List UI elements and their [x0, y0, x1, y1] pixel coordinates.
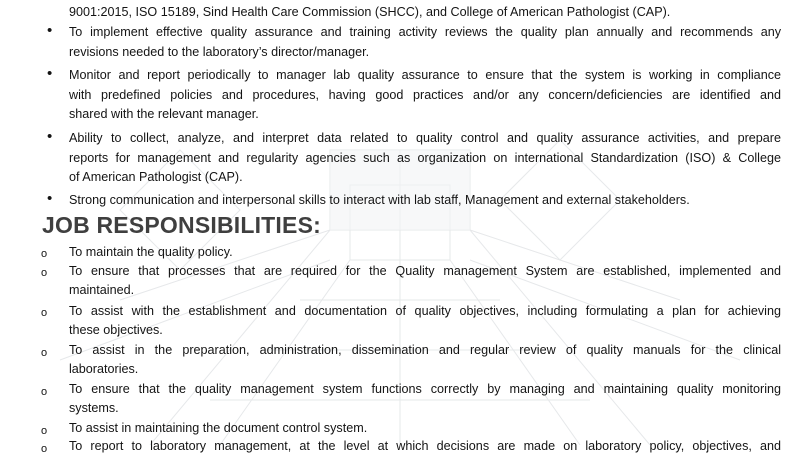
list-item-text: reports for management and regularity agencies such as organization on international Standardization (ISO) & College [69, 151, 781, 165]
bullet-icon: • [47, 128, 53, 145]
circle-bullet-icon: o [41, 267, 48, 279]
bullet-icon: • [47, 190, 53, 207]
list-item-text: To report to laboratory management, at the level at which decisions are made on laboratory policy, objectives, and [69, 439, 781, 453]
circle-bullet-icon: o [41, 386, 48, 398]
list-item-text: To implement effective quality assurance and training activity reviews the quality plan annually and recommends any [69, 25, 781, 39]
list-item-text: 9001:2015, ISO 15189, Sind Health Care Commission (SHCC), and College of American Pathologist (CAP). [69, 5, 671, 19]
list-item-text: of American Pathologist (CAP). [69, 170, 243, 184]
list-item-text: To assist in maintaining the document control system. [69, 421, 368, 435]
list-item-text: To ensure that the quality management system functions correctly by managing and maintaining quality monitoring [69, 382, 781, 396]
section-heading: JOB RESPONSIBILITIES: [42, 212, 321, 238]
list-item-text: Strong communication and interpersonal skills to interact with lab staff, Management and external stakeholders. [69, 193, 690, 207]
list-item-text: with predefined policies and procedures, having good practices and/or any concern/deficiencies are identified and [69, 88, 781, 102]
list-item-text: maintained. [69, 283, 135, 297]
circle-bullet-icon: o [41, 443, 48, 455]
circle-bullet-icon: o [41, 425, 48, 437]
circle-bullet-icon: o [41, 347, 48, 359]
list-item-text: Ability to collect, analyze, and interpret data related to quality control and quality assurance activities, and prepare [69, 131, 781, 145]
list-item-text: To ensure that processes that are required for the Quality management System are established, implemented and [69, 264, 781, 278]
circle-bullet-icon: o [41, 307, 48, 319]
bullet-icon: • [47, 22, 53, 39]
list-item-text: To assist in the preparation, administration, dissemination and regular review of quality manuals for the clinical [69, 343, 781, 357]
list-item-text: revisions needed to the laboratory’s director/manager. [69, 45, 370, 59]
list-item-text: laboratories. [69, 362, 139, 376]
list-item-text: systems. [69, 401, 119, 415]
list-item-text: To maintain the quality policy. [69, 245, 233, 259]
list-item-text: shared with the relevant manager. [69, 107, 259, 121]
list-item-text: these objectives. [69, 323, 163, 337]
list-item-text: To assist with the establishment and documentation of quality objectives, including formulating a plan for achieving [69, 304, 781, 318]
circle-bullet-icon: o [41, 248, 48, 260]
list-item-text: Monitor and report periodically to manager lab quality assurance to ensure that the system is working in compliance [69, 68, 781, 82]
bullet-icon: • [47, 65, 53, 82]
